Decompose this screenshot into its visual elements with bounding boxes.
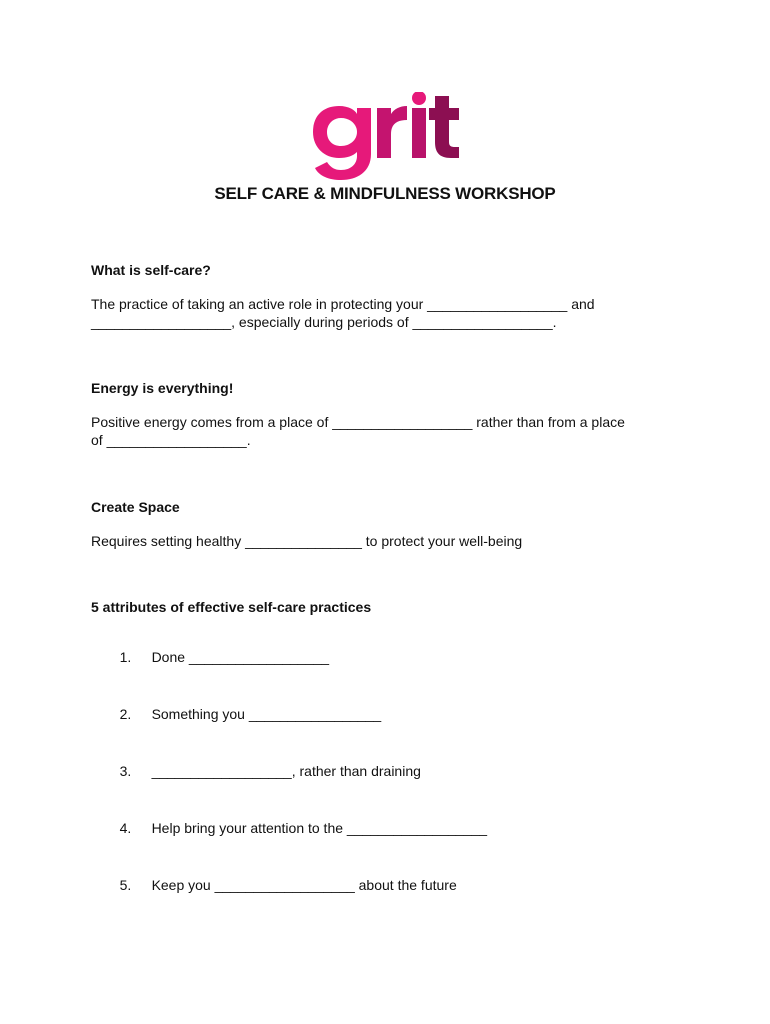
section-heading-create-space: Create Space	[91, 499, 180, 515]
section-body-self-care	[91, 295, 691, 331]
list-text: __________________, rather than draining	[151, 763, 421, 779]
list-item	[104, 861, 457, 909]
list-item	[104, 747, 421, 795]
list-item	[104, 633, 329, 681]
list-number: 1.	[119, 649, 132, 665]
section-body-create-space	[91, 532, 691, 550]
list-text: Something you _________________	[151, 706, 382, 722]
list-number: 5.	[119, 877, 132, 893]
section-heading-self-care: What is self-care?	[91, 262, 211, 278]
section-heading-attributes: 5 attributes of effective self-care practices	[91, 599, 372, 615]
grit-logo-letters	[313, 92, 459, 180]
list-text: Help bring your attention to the __________________	[151, 820, 488, 836]
body-line: Positive energy comes from a place of __________________ rather than from a place	[91, 414, 625, 430]
list-item	[104, 804, 487, 852]
grit-logo	[311, 92, 461, 184]
body-line: __________________, especially during periods of __________________.	[91, 314, 557, 330]
section-body-energy	[91, 413, 691, 449]
list-number: 3.	[119, 763, 132, 779]
list-number: 2.	[119, 706, 132, 722]
list-number: 4.	[119, 820, 132, 836]
section-heading-energy: Energy is everything!	[91, 380, 234, 396]
page-title: SELF CARE & MINDFULNESS WORKSHOP	[214, 184, 556, 203]
body-line: of __________________.	[91, 432, 251, 448]
list-text: Keep you __________________ about the future	[151, 877, 457, 893]
list-item	[104, 690, 381, 738]
body-line: Requires setting healthy _______________ to protect your well-being	[91, 533, 523, 549]
list-text: Done __________________	[151, 649, 330, 665]
body-line: The practice of taking an active role in protecting your __________________ and	[91, 296, 595, 312]
